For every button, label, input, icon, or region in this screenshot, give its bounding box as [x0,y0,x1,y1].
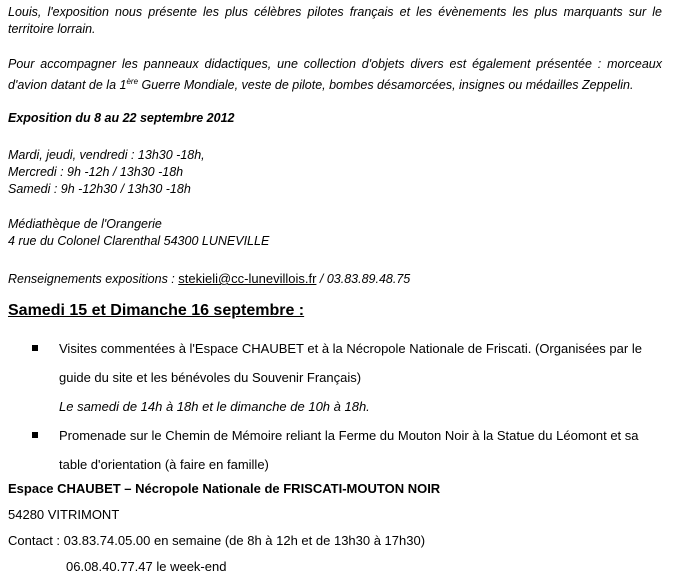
collection-paragraph [8,56,662,94]
weekend-list [32,334,664,479]
list-item-schedule: Le samedi de 14h à 18h et le dimanche de 10h à 18h. [59,399,370,414]
opening-hours [8,147,205,198]
info-phone: / 03.83.89.48.75 [316,272,411,286]
collection-text-end: Guerre Mondiale, veste de pilote, bombes désamorcées, insignes ou médailles Zeppelin. [138,78,634,93]
list-item [32,334,664,421]
venue-name: Médiathèque de l'Orangerie [8,217,162,231]
square-bullet-icon [32,432,38,438]
contact-phone: Contact : 03.83.74.05.00 en semaine (de 8h à 12h et de 13h30 à 17h30) [8,533,426,548]
hours-line: Mardi, jeudi, vendredi : 13h30 -18h, [8,148,205,162]
contact-place: Espace CHAUBET – Nécropole Nationale de FRISCATI-MOUTON NOIR [8,481,441,496]
contact-city: 54280 VITRIMONT [8,507,120,522]
list-item [32,421,664,479]
info-line [8,270,410,288]
venue-address: 4 rue du Colonel Clarenthal 54300 LUNEVILLE [8,234,270,248]
list-item-text: Visites commentées à l'Espace CHAUBET et à la Nécropole Nationale de Friscati. (Organisées par le guide du site et les bénévoles du Souvenir Français) [59,341,642,385]
email-link[interactable]: stekieli@cc-lunevillois.fr [178,271,317,286]
exposition-dates: Exposition du 8 au 22 septembre 2012 [8,111,235,125]
venue-block [8,216,269,250]
contact-weekend-phone: 06.08.40.77.47 le week-end [66,559,227,574]
info-label: Renseignements expositions : [8,272,179,286]
list-item-text: Promenade sur le Chemin de Mémoire reliant la Ferme du Mouton Noir à la Statue du Léomont et sa table d'orientation (à faire en famille) [59,428,639,472]
hours-line: Mercredi : 9h -12h / 13h30 -18h [8,165,184,179]
hours-line: Samedi : 9h -12h30 / 13h30 -18h [8,182,191,196]
collection-text-start: Pour accompagner les panneaux didactiques, une collection d'objets divers est également présentée : morceaux d'avion datant de la 1 [8,57,662,93]
square-bullet-icon [32,345,38,351]
weekend-heading: Samedi 15 et Dimanche 16 septembre : [8,302,305,319]
intro-paragraph: Louis, l'exposition nous présente les plus célèbres pilotes français et les évènements les plus marquants sur le territoire lorrain. [8,5,662,36]
superscript-ere: ère [126,77,139,86]
